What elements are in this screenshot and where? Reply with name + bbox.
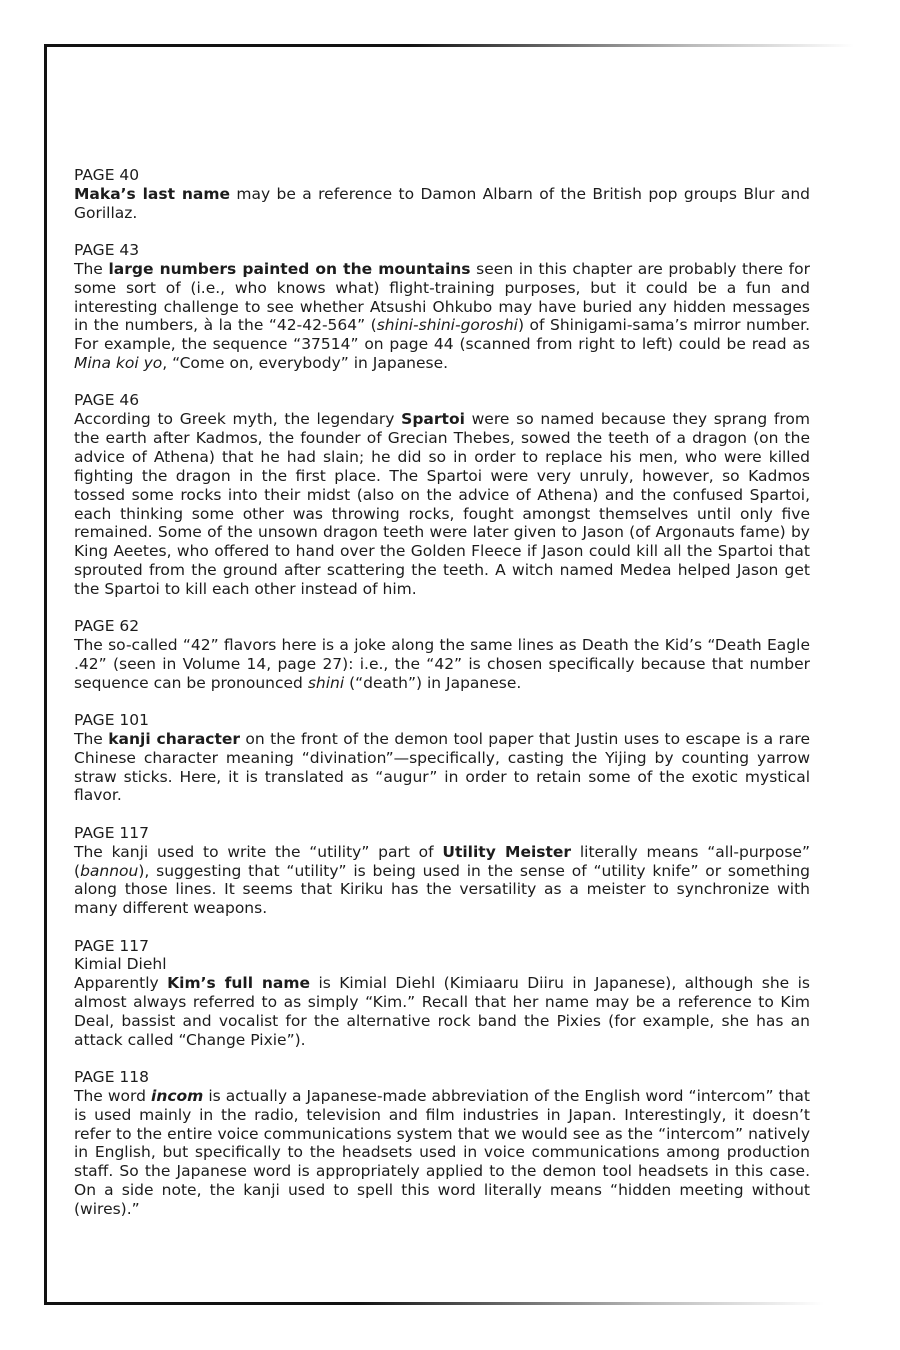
note-text: The word [74, 1086, 151, 1105]
note-body [74, 974, 810, 1049]
note-page-heading: PAGE 117 [74, 936, 150, 955]
note-body [74, 260, 810, 373]
note-text: seen in this chapter are probably there for some sort of (i.e., who knows what) flight-training purposes, but it could be a fun and interesting challenge to see whether Atsushi Ohkubo may have buried any hidden messages in the numbers, à la the “42-42-564” ( [74, 259, 810, 335]
note-body [74, 410, 810, 598]
note-subtitle: Kimial Diehl [74, 955, 167, 974]
note-text: (“death”) in Japanese. [344, 673, 522, 692]
note-bold-term: large numbers painted on the mountains [108, 259, 471, 278]
note-page-heading: PAGE 46 [74, 391, 140, 410]
note-page-heading: PAGE 43 [74, 241, 140, 260]
note-entry [74, 617, 810, 692]
note-italic-term: shini-shini-goroshi [376, 316, 518, 335]
note-text: The [74, 729, 109, 748]
note-bold-italic-term: incom [151, 1086, 204, 1105]
page-frame-bottom-border [44, 1302, 824, 1305]
note-entry [74, 1068, 810, 1219]
note-page-heading: PAGE 118 [74, 1068, 150, 1087]
note-text: is actually a Japanese-made abbreviation of the English word “intercom” that is used mainly in the radio, television and film industries in Japan. Interestingly, it doesn’t refer to the entire voice communications system that we would see as the “intercom” natively in English, but specifically to the headsets used in voice communications among production staff. So the Japanese word is appropriately applied to the demon tool headsets in this case. On a side note, the kanji used to spell this word literally means “hidden meeting without (wires).” [74, 1086, 811, 1218]
note-bold-term: Utility Meister [442, 842, 572, 861]
note-entry [74, 241, 810, 373]
note-page-heading: PAGE 117 [74, 823, 150, 842]
note-page-heading: PAGE 101 [74, 711, 150, 730]
note-page-heading: PAGE 40 [74, 166, 140, 184]
note-body [74, 1087, 810, 1219]
note-page-heading: PAGE 62 [74, 617, 140, 636]
note-text: ), suggesting that “utility” is being used in the sense of “utility knife” or something along those lines. It seems that Kiriku has the versatility as a meister to synchronize with many different weapons. [74, 861, 810, 918]
note-body [74, 730, 810, 805]
note-text: may be a reference to Damon Albarn of the British pop groups Blur and Gorillaz. [74, 184, 810, 222]
note-italic-term: Mina koi yo [74, 354, 163, 373]
note-body [74, 185, 810, 223]
note-entry [74, 391, 810, 598]
note-bold-term: Kim’s full name [167, 974, 311, 993]
translation-notes [74, 166, 810, 1237]
note-text: According to Greek myth, the legendary [74, 410, 402, 429]
note-italic-term: bannou [80, 861, 139, 880]
note-italic-term: shini [307, 673, 345, 692]
note-text: is Kimial Diehl (Kimiaaru Diiru in Japanese), although she is almost always referred to as simply “Kim.” Recall that her name may be a reference to Kim Deal, bassist and vocalist for the alternative rock band the Pixies (for example, she has an attack called “Change Pixie”). [74, 974, 810, 1049]
note-entry [74, 824, 810, 918]
note-text: The kanji used to write the “utility” part of [74, 842, 443, 861]
note-text: Apparently [74, 974, 168, 993]
note-entry [74, 937, 810, 1050]
note-text: were so named because they sprang from the earth after Kadmos, the founder of Grecian Thebes, sowed the teeth of a dragon (on the advice of Athena) that he had slain; he did so in order to replace his men, who were killed fighting the dragon in the first place. The Spartoi were very unruly, however, so Kadmos tossed some rocks into their midst (also on the advice of Athena) and the confused Spartoi, each thinking some other was throwing rocks, fought amongst themselves until only five remained. Some of the unsown dragon teeth were later given to Jason (of Argonauts fame) by King Aeetes, who offered to hand over the Golden Fleece if Jason could kill all the Spartoi that sprouted from the ground after scattering the teeth. A witch named Medea helped Jason get the Spartoi to kill each other instead of him. [74, 410, 810, 598]
note-body [74, 636, 810, 693]
note-bold-term: Spartoi [401, 410, 465, 429]
page-frame-top-border [44, 44, 854, 47]
note-entry [74, 166, 810, 223]
note-text: literally means “all-purpose” ( [74, 842, 810, 880]
note-bold-term: kanji character [108, 729, 241, 748]
note-text: ) of Shinigami-sama’s mirror number. For example, the sequence “37514” on page 44 (scanned from right to left) could be read as [74, 316, 810, 354]
note-text: on the front of the demon tool paper that Justin uses to escape is a rare Chinese character meaning “divination”—specifically, casting the Yijing by counting yarrow straw sticks. Here, it is translated as “augur” in order to retain some of the exotic mystical flavor. [74, 729, 810, 805]
note-body [74, 843, 810, 918]
note-text: The [74, 259, 109, 278]
note-text: The so-called “42” flavors here is a joke along the same lines as Death the Kid’s “Death Eagle .42” (seen in Volume 14, page 27): i.e., the “42” is chosen specifically because that number sequence can be pronounced [74, 636, 810, 692]
note-text: , “Come on, everybody” in Japanese. [162, 354, 449, 373]
note-entry [74, 711, 810, 805]
page-frame-left-border [44, 44, 47, 1305]
note-bold-term: Maka’s last name [74, 184, 231, 203]
